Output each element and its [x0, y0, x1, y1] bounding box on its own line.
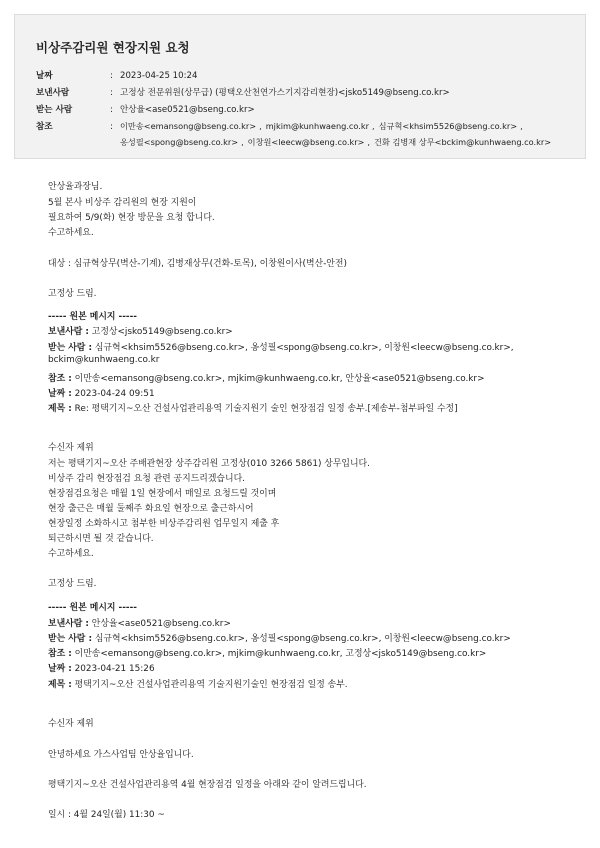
- body-line: 퇴근하시면 될 것 같습니다.: [48, 534, 154, 544]
- body-line: 수고하세요.: [48, 228, 94, 238]
- signature: 고정상 드림.: [48, 579, 97, 589]
- fwd1-date-row: 날짜 : 2023-04-24 09:51: [48, 389, 155, 399]
- to-label: 받는 사람: [36, 105, 73, 115]
- cc-recipient[interactable]: mjkim@kunhwaeng.co.kr: [265, 121, 370, 131]
- email-subject: 비상주감리원 현장지원 요청: [36, 40, 190, 55]
- body-line: 수고하세요.: [48, 549, 94, 559]
- cc-line-1: 이만송<emansong@bseng.co.kr> , mjkim@kunhwaeng.co.kr , 심규혁<khsim5526@bseng.co.kr> ,: [120, 121, 523, 131]
- fwd1-cc-row: 참조 : 이만송<emansong@bseng.co.kr>, mjkim@kunhwaeng.co.kr, 안상율<ase0521@bseng.co.kr>: [48, 374, 485, 384]
- fwd1-from-row: 보낸사람 : 고정상<jsko5149@bseng.co.kr>: [48, 327, 233, 337]
- forward-title: ----- 원본 메시지 -----: [48, 603, 137, 613]
- fwd2-date-row: 날짜 : 2023-04-21 15:26: [48, 664, 155, 674]
- body-line: 현장점검요청은 매월 1일 현장에서 매일로 요청드릴 것이며: [48, 489, 277, 499]
- fwd2-to-row: 받는 사람 : 심규혁<khsim5526@bseng.co.kr>, 옹성필<spong@bseng.co.kr>, 이창원<leecw@bseng.co.kr>: [48, 634, 511, 644]
- forward-title: ----- 원본 메시지 -----: [48, 312, 137, 322]
- from-value[interactable]: 고정상 전문위원(상무급) (평택오산천연가스기지감리현장)<jsko5149@bseng.co.kr>: [120, 88, 450, 98]
- body-line: 안녕하세요 가스사업팀 안상율입니다.: [48, 750, 194, 760]
- date-value: 2023-04-25 10:24: [120, 71, 198, 81]
- body-line: 현장 출근은 매월 둘째주 화요일 현장으로 출근하시어: [48, 504, 254, 514]
- body-line: 수신자 제위: [48, 719, 94, 729]
- to-value[interactable]: 안상율<ase0521@bseng.co.kr>: [120, 105, 255, 115]
- cc-recipient[interactable]: 심규혁<khsim5526@bseng.co.kr>: [378, 121, 518, 131]
- cc-recipient[interactable]: 건화 김병재 상무<bckim@kunhwaeng.co.kr>: [374, 137, 552, 147]
- cc-label: 참조: [36, 122, 53, 132]
- cc-line-2: 옹성필<spong@bseng.co.kr> , 이창원<leecw@bseng.co.kr> , 건화 김병재 상무<bckim@kunhwaeng.co.kr>: [120, 137, 552, 147]
- body-line: 5월 본사 비상주 감리원의 현장 지원이: [48, 198, 197, 208]
- signature: 고정상 드림.: [48, 289, 97, 299]
- fwd2-from-row: 보낸사람 : 안상율<ase0521@bseng.co.kr>: [48, 619, 231, 629]
- from-label: 보낸사람: [36, 88, 70, 98]
- body-line: 수신자 제위: [48, 443, 94, 453]
- cc-recipient[interactable]: 옹성필<spong@bseng.co.kr>: [120, 137, 239, 147]
- body-line: 현장일정 소화하시고 첨부한 비상주감리원 업무일지 제출 후: [48, 519, 280, 529]
- fwd1-to-row: 받는 사람 : 심규혁<khsim5526@bseng.co.kr>, 옹성필<spong@bseng.co.kr>, 이창원<leecw@bseng.co.kr>,: [48, 343, 514, 353]
- body-line: 비상주 감리 현장점검 요청 관련 공지드리겠습니다.: [48, 474, 245, 484]
- cc-recipient[interactable]: 이창원<leecw@bseng.co.kr>: [247, 137, 365, 147]
- body-line: 저는 평택기지~오산 주배관현장 상주감리원 고정상(010 3266 5861) 상무입니다.: [48, 459, 370, 469]
- fwd2-subject-row: 제목 : 평택기지~오산 건설사업관리용역 기술지원기술인 현장점검 일정 송부.: [48, 680, 348, 690]
- fwd1-to-row-2: bckim@kunhwaeng.co.kr: [48, 355, 160, 365]
- date-label: 날짜: [36, 71, 53, 81]
- cc-recipient[interactable]: 이만송<emansong@bseng.co.kr>: [120, 121, 257, 131]
- body-line: 필요하여 5/9(화) 현장 방문을 요청 합니다.: [48, 213, 215, 223]
- targets-line: 대상 : 심규혁상무(벽산-기계), 김병재상무(건화-토목), 이창원이사(벽산-안전): [48, 259, 347, 269]
- email-header: 비상주감리원 현장지원 요청 날짜 : 2023-04-25 10:24 보낸사람 : 고정상 전문위원(상무급) (평택오산천연가스기지감리현장)<jsko5149@bseng.co.kr> 받는 사람 : 안상율<ase0521@bseng.co.kr> 참조 : 이만송<emansong@bseng.co.kr> , mjkim@kunhwaeng.co.kr , 심규혁<khsim5526@bseng.co.kr> , 옹성필<spong@bseng.co.kr> , 이창원<leecw@bseng.co.kr> , 건화 김병재 상무<bckim@kunhwaeng.co.kr>: [14, 14, 586, 159]
- fwd1-subject-row: 제목 : Re: 평택기지~오산 건설사업관리용역 기술지원기 술인 현장점검 일정 송부.[제송부-첨부파일 수정]: [48, 404, 458, 414]
- body-line: 평택기지~오산 건설사업관리용역 4월 현장점검 일정을 아래와 같이 알려드립니다.: [48, 780, 367, 790]
- fwd2-cc-row: 참조 : 이만송<emansong@bseng.co.kr>, mjkim@kunhwaeng.co.kr, 고정상<jsko5149@bseng.co.kr>: [48, 649, 487, 659]
- body-line: 일시 : 4월 24일(월) 11:30 ~: [48, 810, 165, 820]
- greeting: 안상율과장님.: [48, 182, 103, 192]
